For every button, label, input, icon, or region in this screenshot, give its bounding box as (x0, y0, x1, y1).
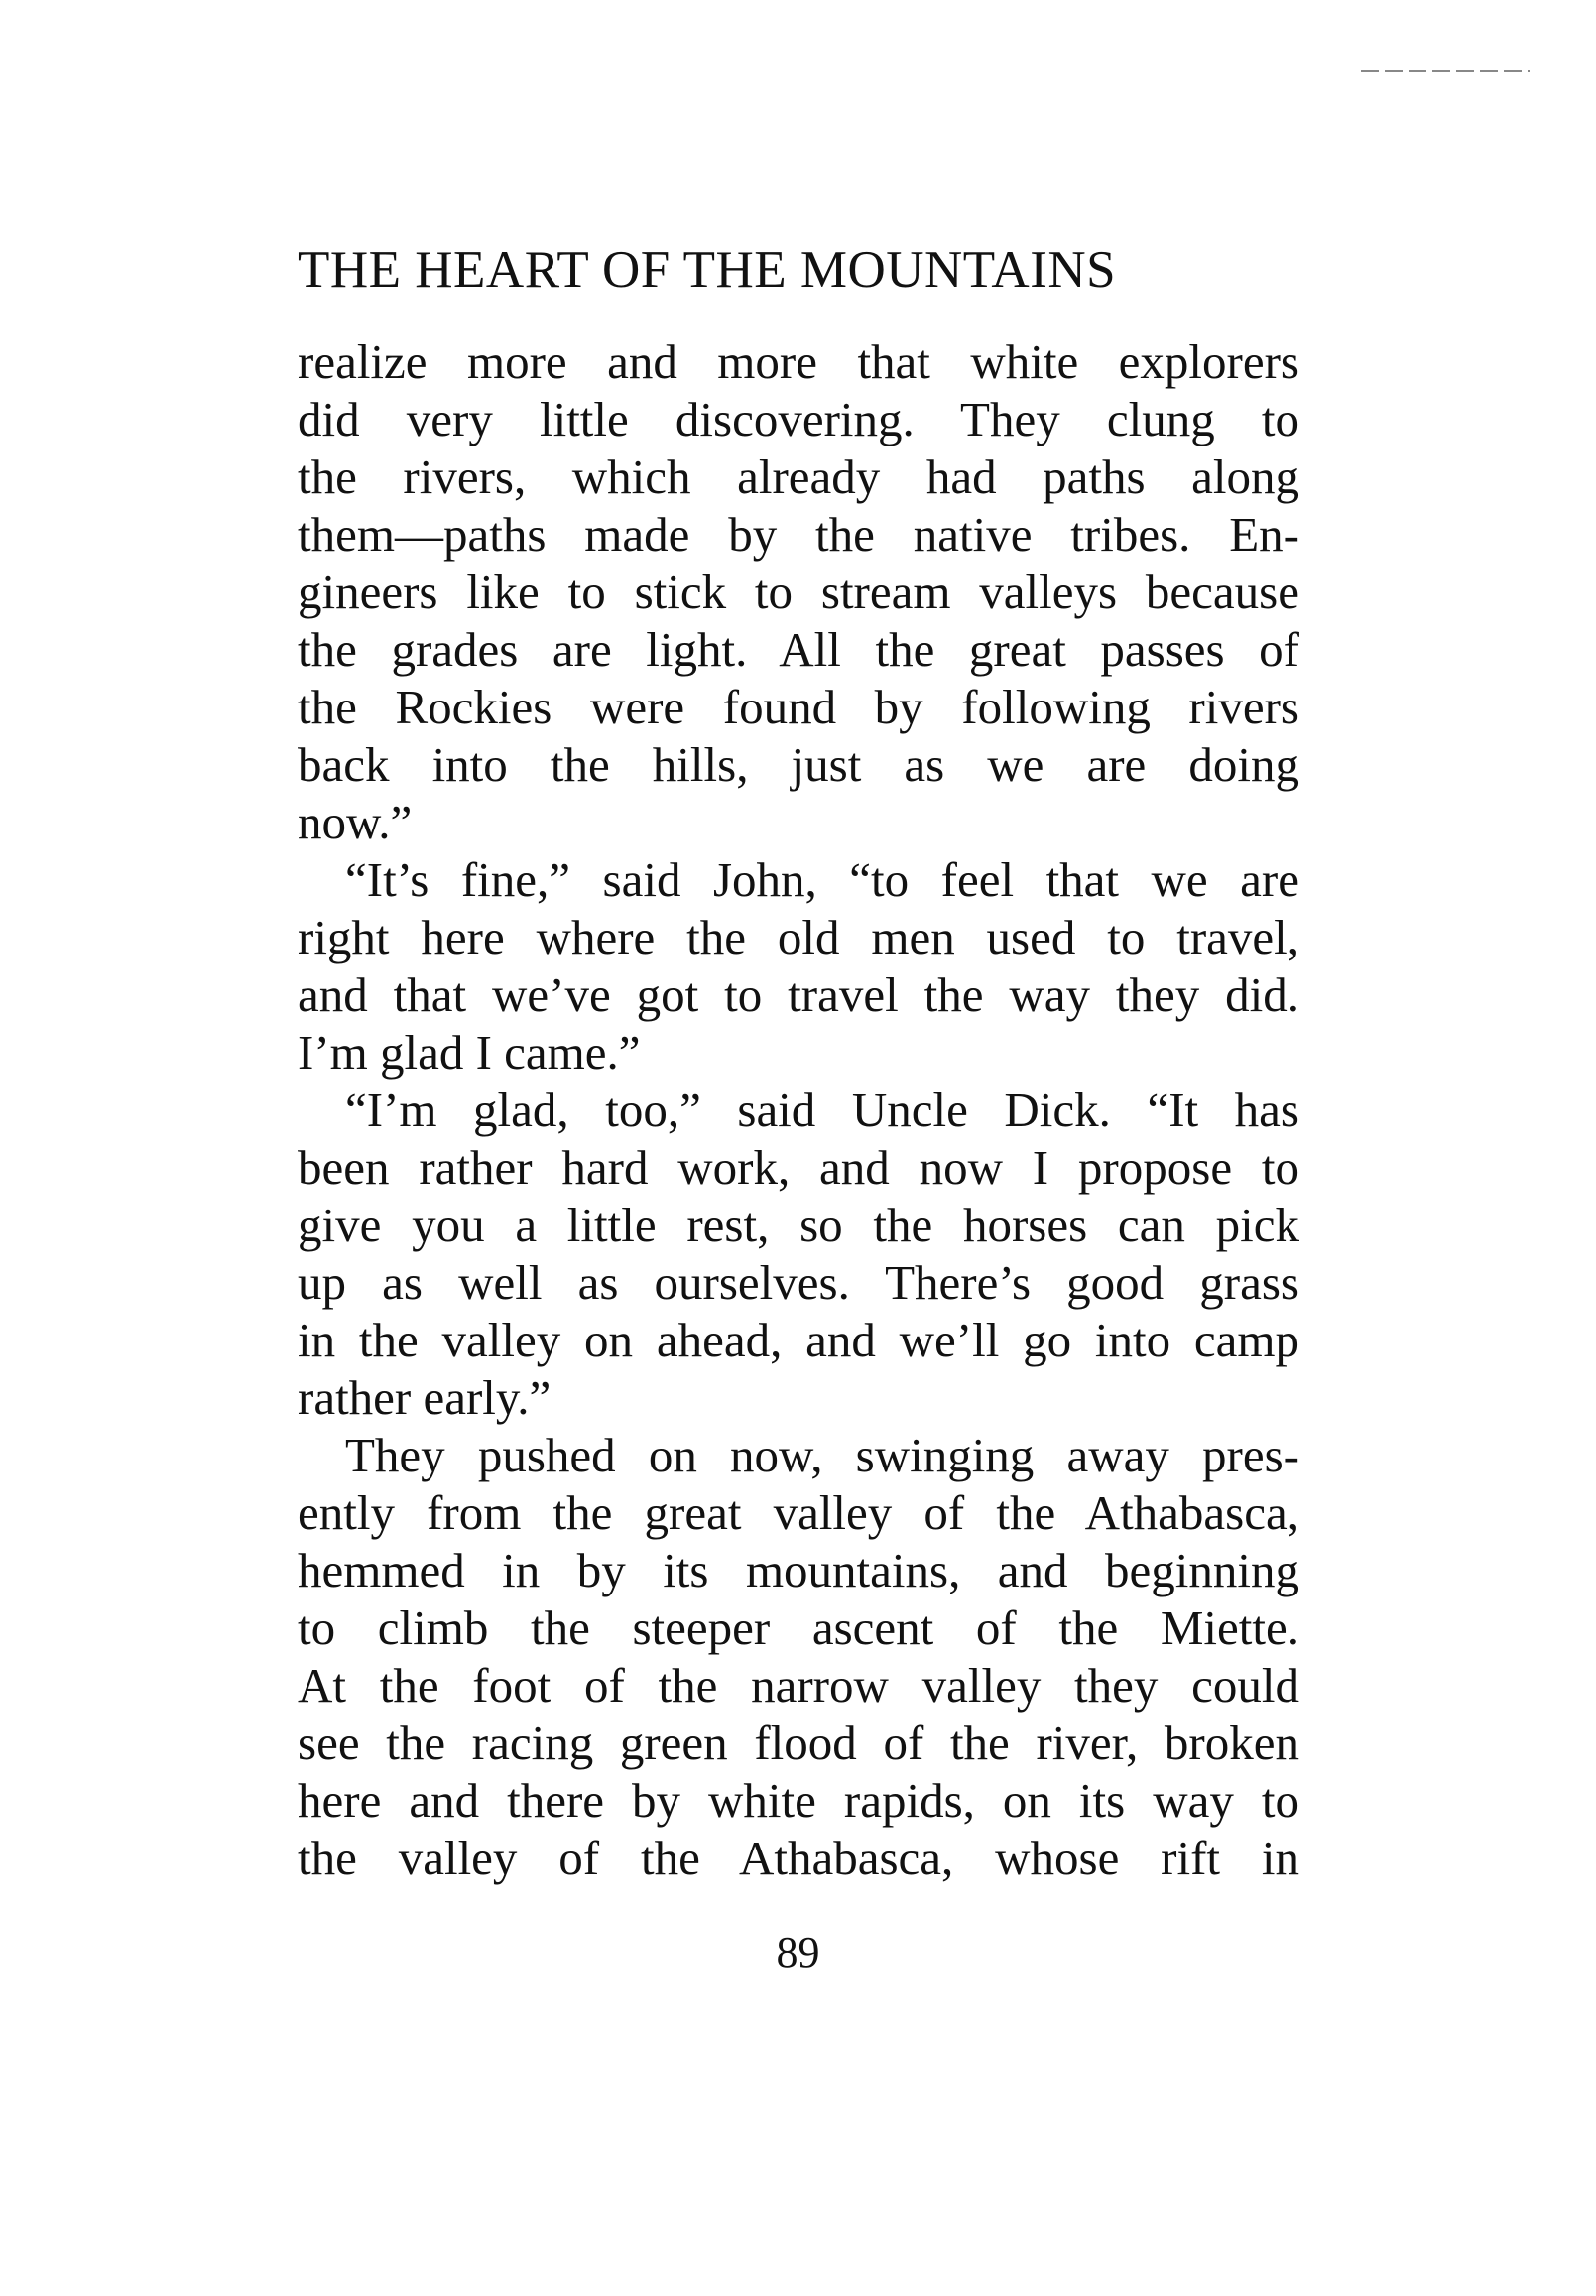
text-line: give you a little rest, so the horses can pick (298, 1198, 1299, 1252)
text-line: right here where the old men used to travel, (298, 910, 1299, 964)
text-line: “I’m glad, too,” said Uncle Dick. “It has (345, 1083, 1299, 1137)
text-line: hemmed in by its mountains, and beginning (298, 1543, 1299, 1597)
text-line: been rather hard work, and now I propose to (298, 1140, 1299, 1195)
text-line: gineers like to stick to stream valleys because (298, 565, 1299, 619)
text-line: At the foot of the narrow valley they could (298, 1658, 1299, 1713)
text-line: ently from the great valley of the Athabasca, (298, 1485, 1299, 1540)
scan-edge-mark (1361, 70, 1530, 72)
text-line: up as well as ourselves. There’s good grass (298, 1255, 1299, 1310)
text-line: did very little discovering. They clung to (298, 392, 1299, 446)
body-text (298, 333, 1299, 1887)
text-line: the valley of the Athabasca, whose rift in (298, 1831, 1299, 1885)
text-line: now.” (298, 795, 413, 849)
running-head: THE HEART OF THE MOUNTAINS (298, 241, 1117, 299)
page-number: 89 (776, 1928, 820, 1977)
text-line: the rivers, which already had paths along (298, 449, 1299, 504)
text-line: in the valley on ahead, and we’ll go into camp (298, 1313, 1299, 1367)
text-line: and that we’ve got to travel the way they did. (298, 967, 1299, 1022)
text-line: “It’s fine,” said John, “to feel that we are (345, 852, 1299, 907)
text-line: to climb the steeper ascent of the Miette. (298, 1600, 1299, 1655)
text-line: They pushed on now, swinging away pres- (345, 1428, 1299, 1482)
text-line: them—paths made by the native tribes. En- (298, 507, 1299, 562)
text-line: see the racing green flood of the river, broken (298, 1716, 1299, 1770)
text-line: the Rockies were found by following rivers (298, 680, 1299, 734)
text-line: rather early.” (298, 1370, 552, 1425)
text-line: realize more and more that white explorers (298, 334, 1299, 389)
text-line: here and there by white rapids, on its way to (298, 1773, 1299, 1828)
text-line: I’m glad I came.” (298, 1025, 641, 1080)
text-line: back into the hills, just as we are doing (298, 737, 1299, 792)
text-line: the grades are light. All the great passes of (298, 622, 1299, 677)
